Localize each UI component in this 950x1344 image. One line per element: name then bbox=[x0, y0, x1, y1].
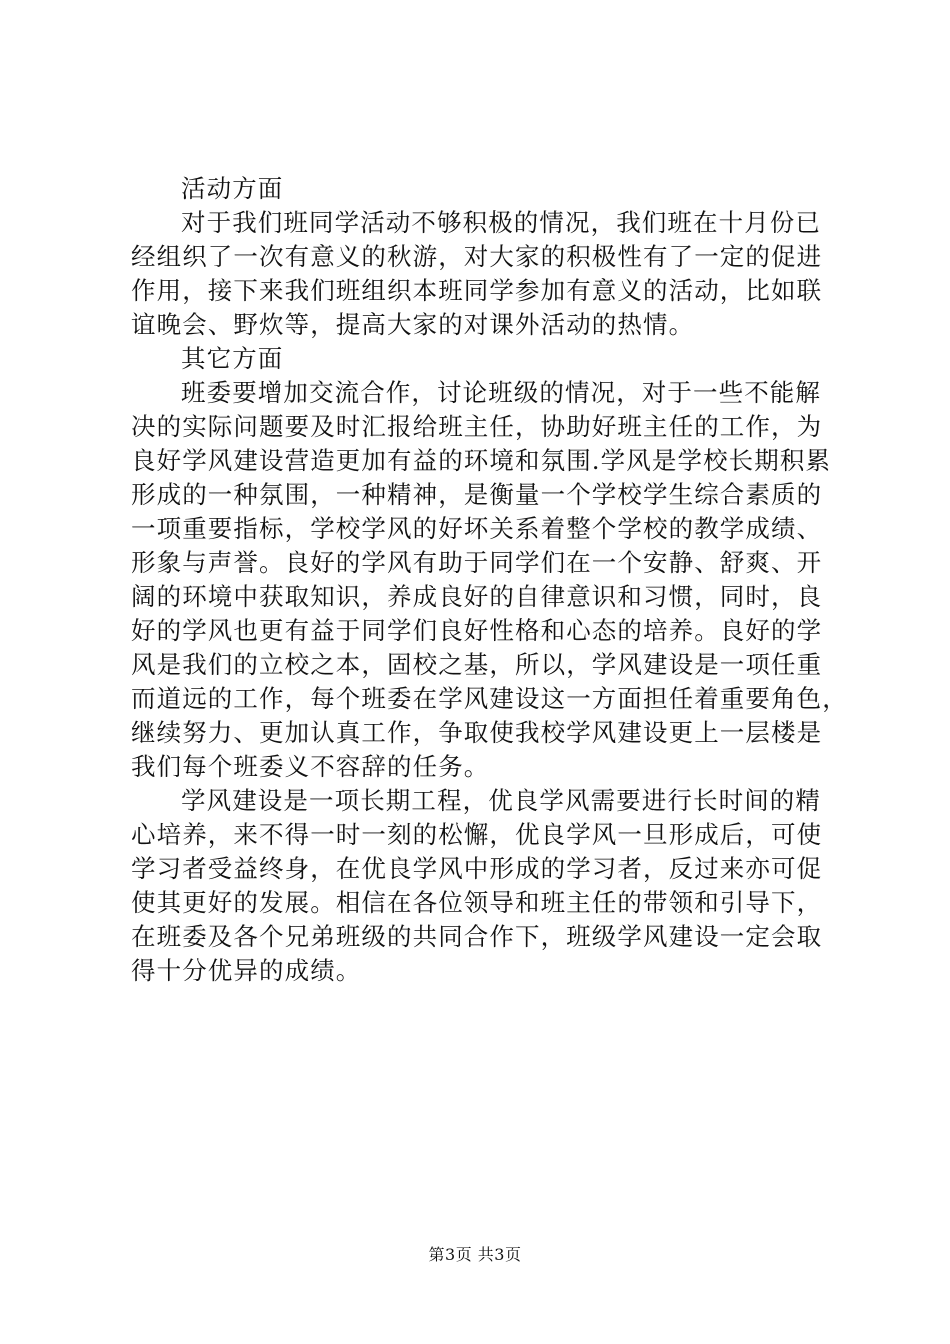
paragraph-line: 好的学风也更有益于同学们良好性格和心态的培养。良好的学 bbox=[131, 616, 823, 645]
section-heading-activities: 活动方面 bbox=[181, 174, 284, 203]
paragraph-line: 得十分优异的成绩。 bbox=[131, 956, 362, 985]
paragraph-line: 形象与声誉。良好的学风有助于同学们在一个安静、舒爽、开 bbox=[131, 548, 823, 577]
paragraph-line: 决的实际问题要及时汇报给班主任，协助好班主任的工作，为 bbox=[131, 412, 823, 441]
paragraph-line: 谊晚会、野炊等，提高大家的对课外活动的热情。 bbox=[131, 310, 695, 339]
paragraph-line: 良好学风建设营造更加有益的环境和氛围.学风是学校长期积累 bbox=[131, 446, 832, 475]
paragraph-line: 经组织了一次有意义的秋游，对大家的积极性有了一定的促进 bbox=[131, 242, 823, 271]
paragraph-line: 而道远的工作，每个班委在学风建设这一方面担任着重要角色， bbox=[131, 684, 848, 713]
paragraph-line: 对于我们班同学活动不够积极的情况，我们班在十月份已 bbox=[181, 208, 821, 237]
paragraph-line: 风是我们的立校之本，固校之基，所以，学风建设是一项任重 bbox=[131, 650, 823, 679]
paragraph-line: 作用，接下来我们班组织本班同学参加有意义的活动，比如联 bbox=[131, 276, 823, 305]
section-heading-other: 其它方面 bbox=[181, 344, 284, 373]
paragraph-line: 心培养，来不得一时一刻的松懈，优良学风一旦形成后，可使 bbox=[131, 820, 823, 849]
document-body bbox=[131, 172, 848, 988]
page-number-footer: 第3页 共3页 bbox=[428, 1245, 522, 1264]
paragraph-line: 学风建设是一项长期工程，优良学风需要进行长时间的精 bbox=[181, 786, 821, 815]
paragraph-line: 学习者受益终身，在优良学风中形成的学习者，反过来亦可促 bbox=[131, 854, 823, 883]
paragraph-line: 班委要增加交流合作，讨论班级的情况，对于一些不能解 bbox=[181, 378, 821, 407]
paragraph-line: 形成的一种氛围，一种精神，是衡量一个学校学生综合素质的 bbox=[131, 480, 823, 509]
paragraph-line: 阔的环境中获取知识，养成良好的自律意识和习惯，同时，良 bbox=[131, 582, 823, 611]
paragraph-line: 在班委及各个兄弟班级的共同合作下，班级学风建设一定会取 bbox=[131, 922, 823, 951]
paragraph-line: 使其更好的发展。相信在各位领导和班主任的带领和引导下， bbox=[131, 888, 823, 917]
paragraph-line: 一项重要指标，学校学风的好坏关系着整个学校的教学成绩、 bbox=[131, 514, 823, 543]
paragraph-line: 继续努力、更加认真工作，争取使我校学风建设更上一层楼是 bbox=[131, 718, 823, 747]
paragraph-line: 我们每个班委义不容辞的任务。 bbox=[131, 752, 490, 781]
